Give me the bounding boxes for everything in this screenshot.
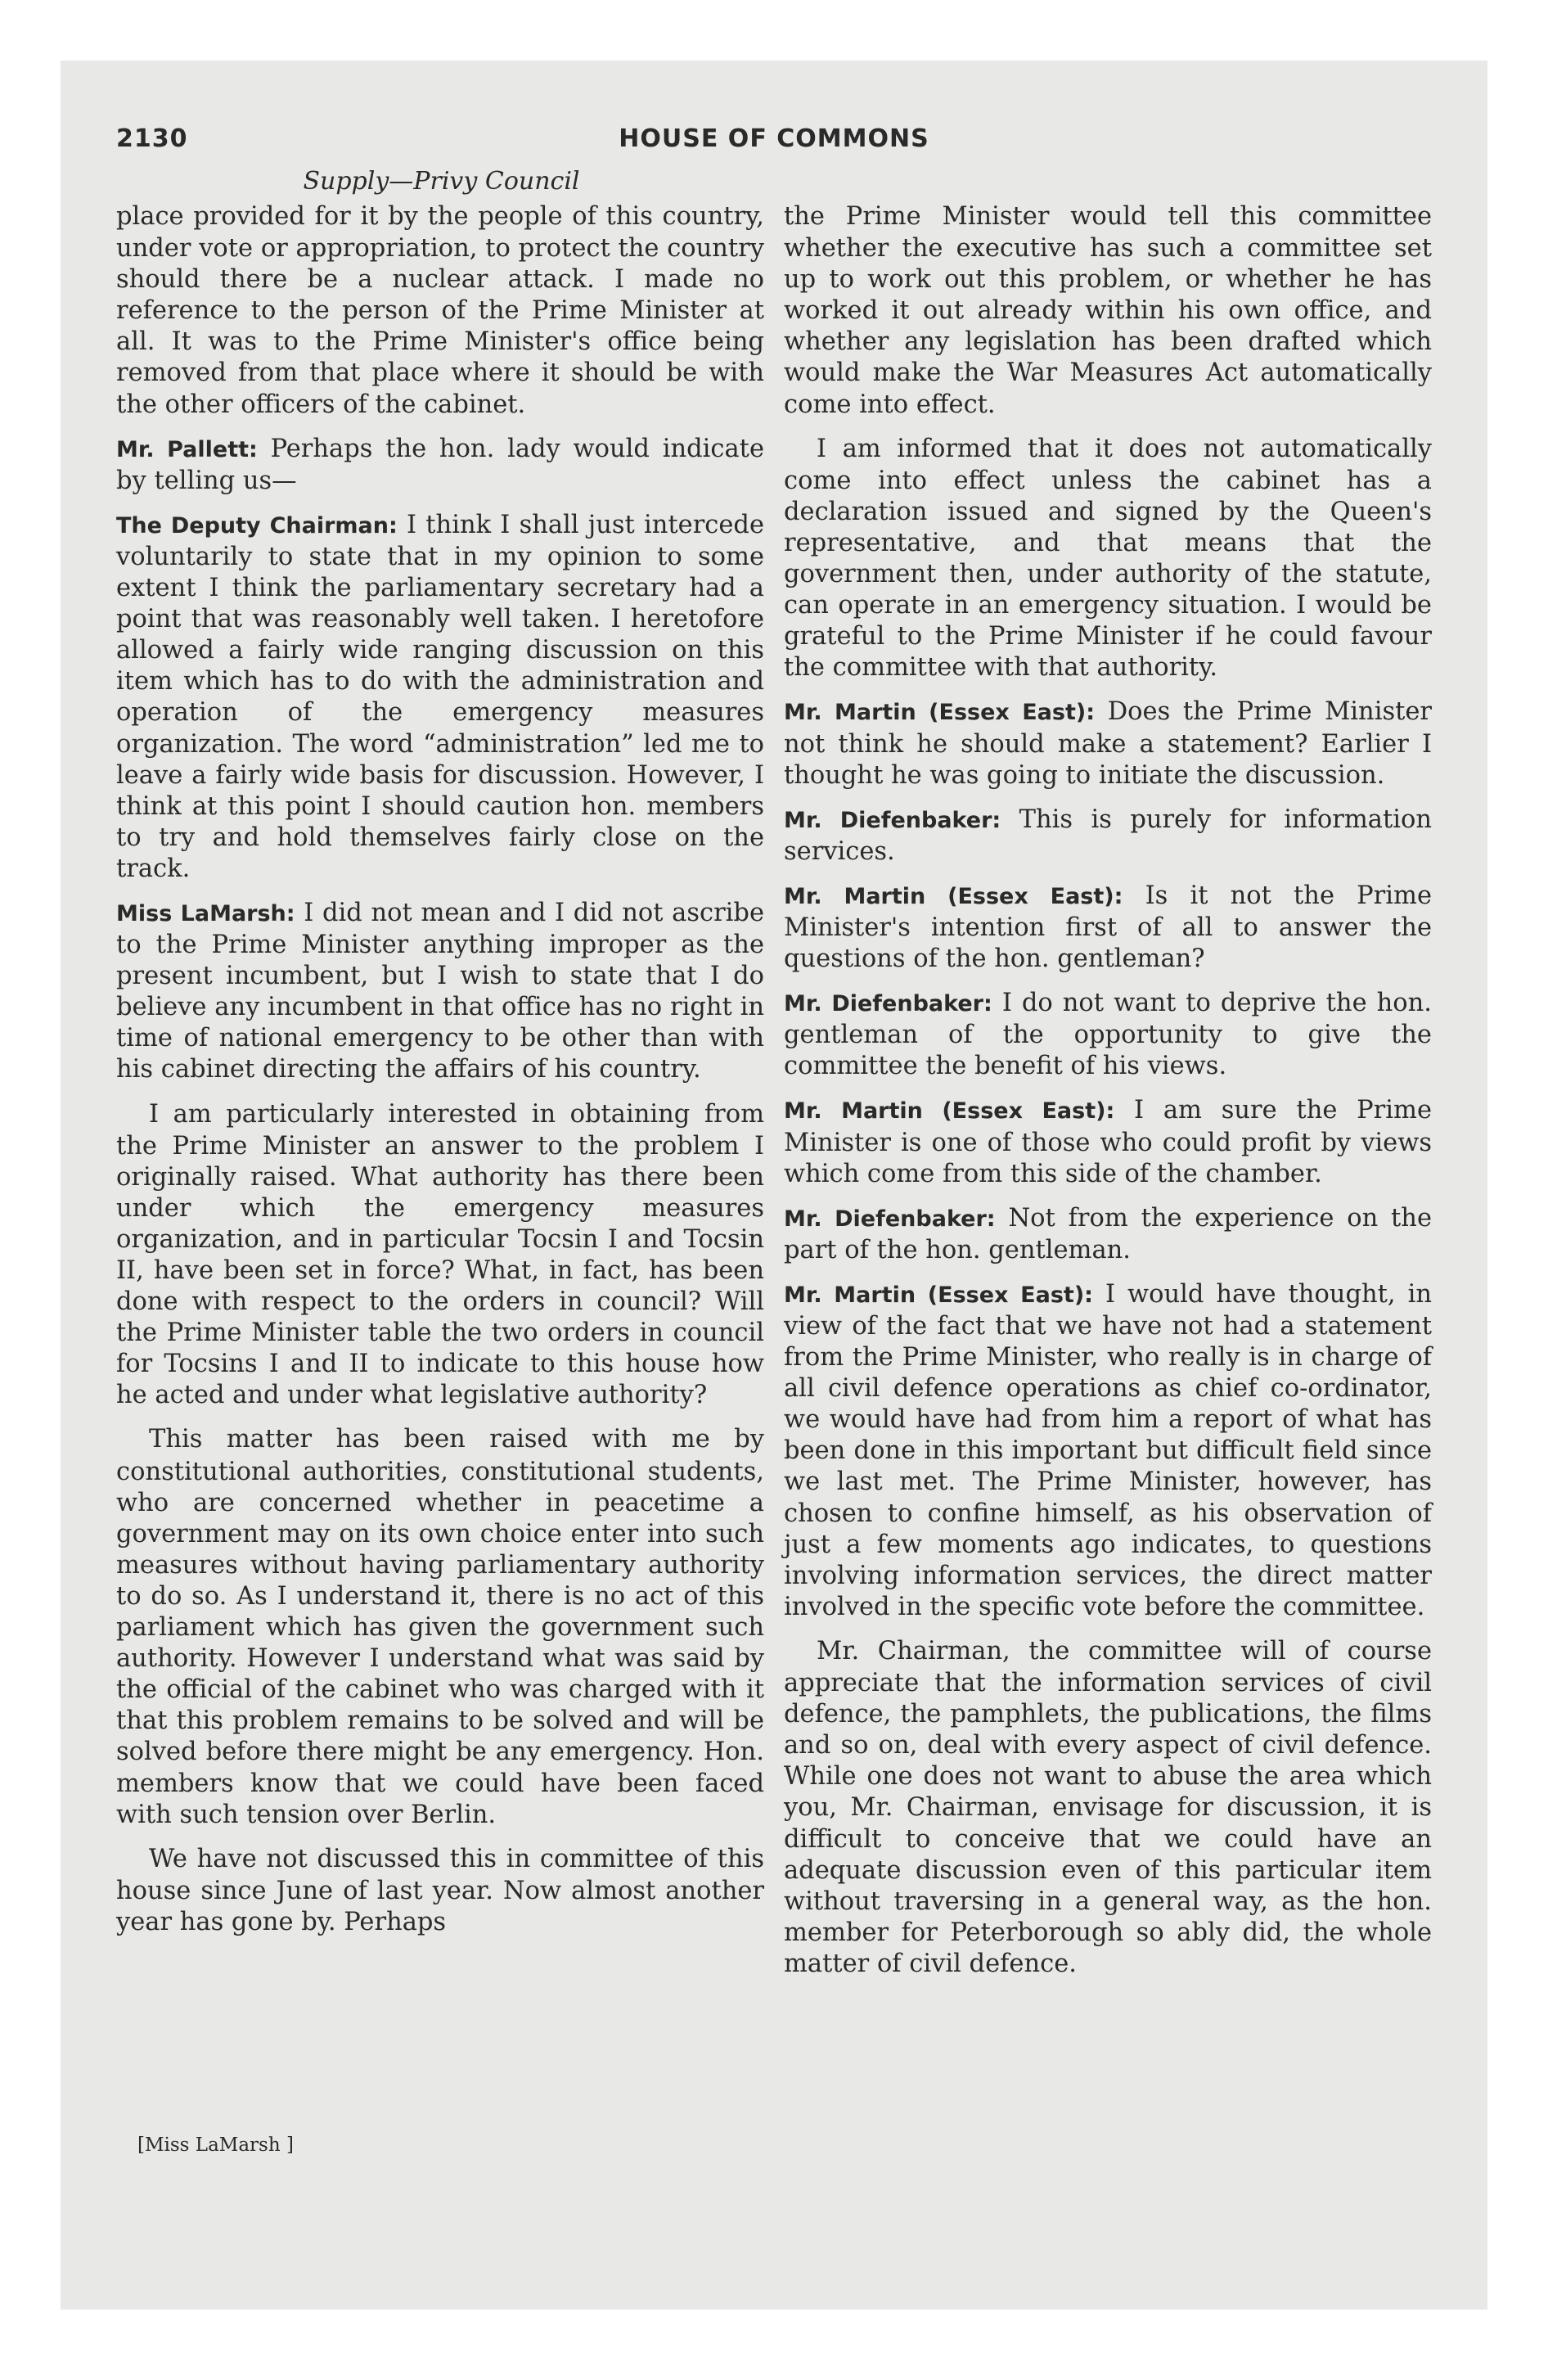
paragraph xyxy=(784,434,1432,684)
speaker-name: Mr. Diefenbaker: xyxy=(784,991,992,1017)
paragraph xyxy=(116,898,764,1086)
paragraph xyxy=(784,1279,1432,1623)
paragraph-text: place provided for it by the people of this country, under vote or appropriation, to protect the country should there be a nuclear attack. I made no reference to the person of the Prime Minister at all. It was to the Prime Minister's office being removed from that place where it should be with the other officers of the cabinet. xyxy=(116,202,764,419)
paragraph-text: I do not want to deprive the hon. gentleman of the opportunity to give the committee the benefit of his views. xyxy=(784,989,1432,1081)
paragraph-text: I think I shall just intercede voluntarily to state that in my opinion to some extent I think the parliamentary secretary had a point that was reasonably well taken. I heretofore allowed a fairly wide ranging discussion on this item which has to do with the administration and operation of the emergency measures organization. The word “administration” led me to leave a fairly wide basis for discussion. However, I think at this point I should caution hon. members to try and hold themselves fairly close on the track. xyxy=(116,510,765,883)
paragraph xyxy=(116,201,764,421)
paragraph xyxy=(784,696,1432,791)
paragraph xyxy=(116,1844,764,1938)
paragraph-text: This is purely for information services. xyxy=(784,805,1432,866)
paragraph-text: I am particularly interested in obtaining from the Prime Minister an answer to the problem I originally raised. What authority has there been under which the emergency measures organization, and in particular Tocsin I and Tocsin II, have been set in force? What, in fact, has been done with respect to the orders in council? Will the Prime Minister table the two orders in council for Tocsins I and II to indicate to this house how he acted and under what legislative authority? xyxy=(116,1099,764,1410)
speaker-name: Mr. Martin (Essex East): xyxy=(784,1098,1115,1125)
speaker-name: Mr. Pallett: xyxy=(116,436,258,462)
right-column xyxy=(784,201,1432,1993)
paragraph-text: Is it not the Prime Minister's intention first of all to answer the questions of the hon. gentleman? xyxy=(784,881,1432,974)
paragraph xyxy=(784,988,1432,1082)
paragraph-text: This matter has been raised with me by constitutional authorities, constitutional students, who are concerned whether in peacetime a government may on its own choice enter into such measures without having parliamentary authority to do so. As I understand it, there is no act of this parliament which has given the government such authority. However I understand what was said by the official of the cabinet who was charged with it that this problem remains to be solved and will be solved before there might be any emergency. Hon. members know that we could have been faced with such tension over Berlin. xyxy=(116,1425,764,1829)
paragraph-text: the Prime Minister would tell this committee whether the executive has such a committee set up to work out this problem, or whether he has worked it out already within his own office, and whether any legislation has been drafted which would make the War Measures Act automatically come into effect. xyxy=(784,202,1432,419)
paragraph xyxy=(116,434,764,497)
speaker-name: The Deputy Chairman: xyxy=(116,512,398,539)
paragraph-text: I did not mean and I did not ascribe to the Prime Minister anything improper as the present incumbent, but I wish to state that I do believe any incumbent in that office has no right in time of national emergency to be other than with his cabinet directing the affairs of his country. xyxy=(116,898,764,1084)
speaker-name: Mr. Martin (Essex East): xyxy=(784,1282,1093,1308)
speaker-name: Mr. Martin (Essex East): xyxy=(784,700,1095,726)
speaker-footnote: [Miss LaMarsh ] xyxy=(137,2134,294,2156)
speaker-name: Mr. Martin (Essex East): xyxy=(784,883,1123,909)
paragraph-text: Not from the experience on the part of the hon. gentleman. xyxy=(784,1203,1433,1264)
paragraph xyxy=(784,881,1432,975)
paragraph xyxy=(784,1095,1432,1189)
left-column xyxy=(116,201,764,1951)
speaker-name: Miss LaMarsh: xyxy=(116,900,295,926)
section-title: Supply—Privy Council xyxy=(303,167,580,196)
paragraph-text: I am sure the Prime Minister is one of those who could profit by views which come from this side of the chamber. xyxy=(784,1096,1432,1188)
paragraph xyxy=(784,201,1432,421)
paragraph xyxy=(784,1203,1432,1266)
running-title: HOUSE OF COMMONS xyxy=(619,124,929,153)
paragraph xyxy=(784,805,1432,868)
paragraph-text: Mr. Chairman, the committee will of course appreciate that the information services of civil defence, the pamphlets, the publications, the films and so on, deal with every aspect of civil defence. While one does not want to abuse the area which you, Mr. Chairman, envisage for discussion, it is difficult to conceive that we could have an adequate discussion even of this particular item without traversing in a general way, as the hon. member for Peterborough so ably did, the whole matter of civil defence. xyxy=(784,1636,1432,1978)
speaker-name: Mr. Diefenbaker: xyxy=(784,807,1001,833)
paragraph xyxy=(784,1636,1432,1980)
paragraph-text: We have not discussed this in committee of this house since June of last year. Now almost another year has gone by. Perhaps xyxy=(116,1844,764,1936)
paragraph xyxy=(116,1099,764,1412)
page-header xyxy=(116,124,1432,167)
paragraph-text: Perhaps the hon. lady would indicate by telling us— xyxy=(116,434,764,495)
paragraph xyxy=(116,1424,764,1830)
page-number: 2130 xyxy=(116,124,188,153)
paragraph xyxy=(116,510,764,885)
paragraph-text: I would have thought, in view of the fact that we have not had a statement from the Prime Minister, who really is in charge of all civil defence operations as chief co-ordinator, we would have had from him a report of what has been done in this important but difficult field since we last met. The Prime Minister, however, has chosen to confine himself, as his observation of just a few moments ago indicates, to questions involving information services, the direct matter involved in the specific vote before the committee. xyxy=(784,1279,1432,1621)
paragraph-text: I am informed that it does not automatically come into effect unless the cabinet has a declaration issued and signed by the Queen's representative, and that means that the government then, under authority of the statute, can operate in an emergency situation. I would be grateful to the Prime Minister if he could favour the committee with that authority. xyxy=(784,434,1432,683)
paragraph-text: Does the Prime Minister not think he should make a statement? Earlier I thought he was going to initiate the discussion. xyxy=(784,697,1432,790)
speaker-name: Mr. Diefenbaker: xyxy=(784,1206,996,1232)
